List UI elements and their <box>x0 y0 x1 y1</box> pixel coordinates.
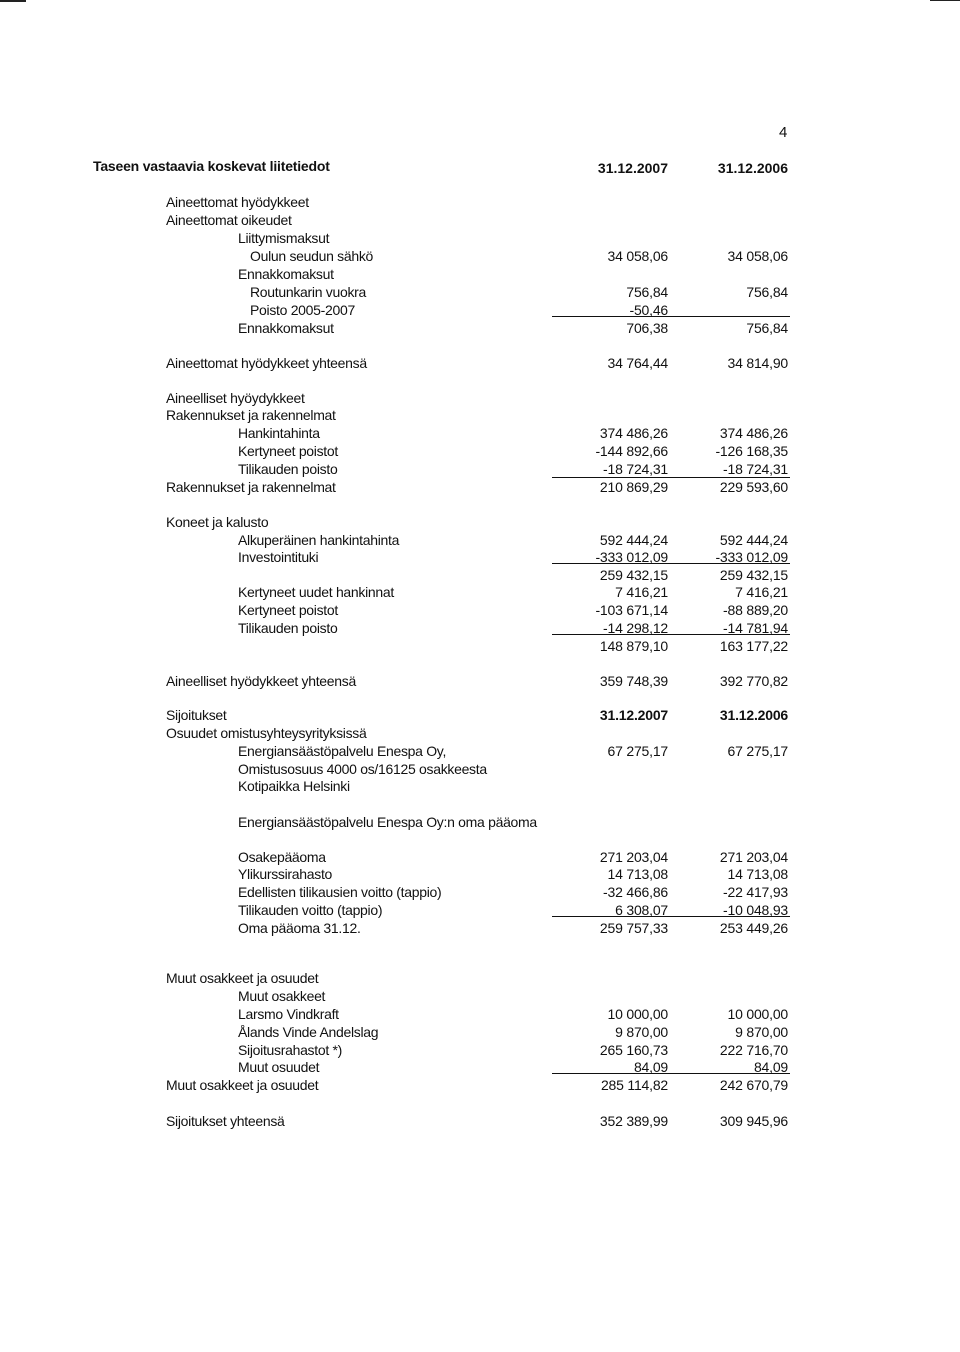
value-2006: 84,09 <box>753 1059 788 1075</box>
row-label: Ennakkomaksut <box>238 266 334 282</box>
table-row <box>0 407 960 425</box>
row-label: Kotipaikka Helsinki <box>238 778 350 794</box>
table-row <box>0 725 960 743</box>
value-2007: -14 298,12 <box>603 620 668 636</box>
table-row <box>0 212 960 230</box>
value-2006: 229 593,60 <box>719 479 788 495</box>
row-label: Omistusosuus 4000 os/16125 osakkeesta <box>238 761 487 777</box>
row-label: Rakennukset ja rakennelmat <box>166 407 336 423</box>
row-label: Aineettomat hyödykkeet <box>166 194 309 210</box>
table-row <box>0 284 960 302</box>
table-row <box>0 778 960 796</box>
table-row <box>0 194 960 212</box>
value-2007: 285 114,82 <box>600 1077 668 1093</box>
value-2007: 34 058,06 <box>607 248 668 264</box>
table-row <box>0 320 960 338</box>
row-label: Muut osuudet <box>238 1059 320 1075</box>
table-row <box>0 1059 960 1077</box>
value-2007: -18 724,31 <box>603 461 668 477</box>
value-2007: 148 879,10 <box>599 638 668 654</box>
row-label: Tilikauden voitto (tappio) <box>238 902 383 918</box>
value-2007: -50,46 <box>629 302 668 318</box>
value-2006: 163 177,22 <box>719 638 788 654</box>
row-label: Rakennukset ja rakennelmat <box>166 479 336 495</box>
table-row <box>0 532 960 550</box>
value-2006: -18 724,31 <box>723 461 788 477</box>
value-2007: 592 444,24 <box>599 532 668 548</box>
table-row <box>0 707 960 725</box>
value-2007: 10 000,00 <box>607 1006 668 1022</box>
table-row <box>0 761 960 779</box>
row-label: Osakepääoma <box>238 849 326 865</box>
row-label: Hankintahinta <box>238 425 320 441</box>
row-label: Ålands Vinde Andelslag <box>238 1024 379 1040</box>
value-2007: 9 870,00 <box>615 1024 668 1040</box>
table-row <box>0 248 960 266</box>
row-label: Aineettomat hyödykkeet yhteensä <box>166 355 367 371</box>
value-2006: 271 203,04 <box>719 849 788 865</box>
table-row <box>0 1006 960 1024</box>
table-row <box>0 584 960 602</box>
value-2007: 67 275,17 <box>607 743 668 759</box>
table-row <box>0 514 960 532</box>
value-2007: 14 713,08 <box>607 866 668 882</box>
table-row <box>0 1042 960 1060</box>
row-label: Tilikauden poisto <box>238 620 338 636</box>
page-number: 4 <box>779 124 788 141</box>
table-row <box>0 920 960 938</box>
row-label: Muut osakkeet <box>238 988 326 1004</box>
value-2006: 592 444,24 <box>719 532 788 548</box>
table-row <box>0 743 960 761</box>
value-2006: 756,84 <box>746 284 788 300</box>
value-2006: 392 770,82 <box>719 673 788 689</box>
table-row <box>0 302 960 320</box>
table-row <box>0 849 960 867</box>
row-label: Liittymismaksut <box>238 230 330 246</box>
table-row <box>0 390 960 408</box>
row-label: Osuudet omistusyhteysyrityksissä <box>166 725 367 741</box>
table-row <box>0 1024 960 1042</box>
table-row <box>0 814 960 832</box>
value-2006: -333 012,09 <box>715 549 788 565</box>
value-2007: 352 389,99 <box>599 1113 668 1129</box>
value-2006: -22 417,93 <box>723 884 788 900</box>
row-label: Oulun seudun sähkö <box>250 248 374 264</box>
row-label: Muut osakkeet ja osuudet <box>166 970 319 986</box>
table-row <box>0 230 960 248</box>
table-row <box>0 355 960 373</box>
value-2007: 34 764,44 <box>607 355 668 371</box>
value-2006: 374 486,26 <box>719 425 788 441</box>
value-2006: 9 870,00 <box>735 1024 788 1040</box>
value-2007: 7 416,21 <box>615 584 668 600</box>
row-label: Ylikurssirahasto <box>238 866 333 882</box>
row-label: Larsmo Vindkraft <box>238 1006 339 1022</box>
row-label: Energiansäästöpalvelu Enespa Oy:n oma pääoma <box>238 814 537 830</box>
value-2006: 242 670,79 <box>719 1077 788 1093</box>
table-row <box>0 988 960 1006</box>
value-2006: 756,84 <box>746 320 788 336</box>
row-label: Kertyneet poistot <box>238 602 338 618</box>
value-2007: 756,84 <box>626 284 668 300</box>
table-row <box>0 567 960 585</box>
row-label: Sijoitusrahastot *) <box>238 1042 343 1058</box>
value-2006: 259 432,15 <box>719 567 788 583</box>
row-label: Kertyneet uudet hankinnat <box>238 584 394 600</box>
column-header-2006: 31.12.2006 <box>717 160 788 176</box>
table-row <box>0 673 960 691</box>
row-label: Aineettomat oikeudet <box>166 212 292 228</box>
table-row <box>0 866 960 884</box>
value-2007: -32 466,86 <box>603 884 668 900</box>
column-header-2007: 31.12.2007 <box>597 160 668 176</box>
table-row <box>0 1113 960 1131</box>
row-label: Aineelliset hyöydykkeet <box>166 390 305 406</box>
table-row <box>0 902 960 920</box>
row-label: Alkuperäinen hankintahinta <box>238 532 400 548</box>
table-row <box>0 884 960 902</box>
value-2006: 7 416,21 <box>735 584 788 600</box>
value-2007: 706,38 <box>626 320 668 336</box>
table-row <box>0 549 960 567</box>
row-label: Energiansäästöpalvelu Enespa Oy, <box>238 743 447 759</box>
row-label: Edellisten tilikausien voitto (tappio) <box>238 884 442 900</box>
value-2007: 31.12.2007 <box>599 707 668 723</box>
value-2007: 359 748,39 <box>599 673 668 689</box>
table-row <box>0 266 960 284</box>
table-row <box>0 461 960 479</box>
value-2006: -14 781,94 <box>723 620 788 636</box>
value-2006: 309 945,96 <box>719 1113 788 1129</box>
value-2006: 10 000,00 <box>727 1006 788 1022</box>
value-2007: 374 486,26 <box>599 425 668 441</box>
value-2006: 67 275,17 <box>727 743 788 759</box>
table-row <box>0 602 960 620</box>
row-label: Sijoitukset yhteensä <box>166 1113 285 1129</box>
table-row <box>0 479 960 497</box>
value-2006: 253 449,26 <box>719 920 788 936</box>
value-2007: 259 432,15 <box>599 567 668 583</box>
value-2006: 34 058,06 <box>727 248 788 264</box>
row-label: Poisto 2005-2007 <box>250 302 355 318</box>
value-2007: -144 892,66 <box>595 443 668 459</box>
value-2007: 271 203,04 <box>599 849 668 865</box>
value-2007: 259 757,33 <box>599 920 668 936</box>
value-2007: 84,09 <box>633 1059 668 1075</box>
row-label: Muut osakkeet ja osuudet <box>166 1077 319 1093</box>
value-2006: 34 814,90 <box>727 355 788 371</box>
value-2006: 14 713,08 <box>727 866 788 882</box>
table-row <box>0 620 960 638</box>
scan-edge-mark <box>0 0 26 2</box>
value-2007: 210 869,29 <box>599 479 668 495</box>
row-label: Ennakkomaksut <box>238 320 334 336</box>
row-label: Sijoitukset <box>166 707 227 723</box>
value-2007: 265 160,73 <box>599 1042 668 1058</box>
scan-edge-mark <box>930 0 960 1</box>
value-2007: 6 308,07 <box>615 902 668 918</box>
value-2006: -88 889,20 <box>723 602 788 618</box>
row-label: Investointituki <box>238 549 319 565</box>
table-row <box>0 638 960 656</box>
value-2006: 222 716,70 <box>719 1042 788 1058</box>
value-2006: -10 048,93 <box>723 902 788 918</box>
table-row <box>0 425 960 443</box>
row-label: Kertyneet poistot <box>238 443 338 459</box>
value-2006: 31.12.2006 <box>719 707 788 723</box>
value-2007: -103 671,14 <box>595 602 668 618</box>
row-label: Aineelliset hyödykkeet yhteensä <box>166 673 356 689</box>
row-label: Routunkarin vuokra <box>250 284 366 300</box>
table-row <box>0 443 960 461</box>
row-label: Oma pääoma 31.12. <box>238 920 361 936</box>
row-label: Tilikauden poisto <box>238 461 338 477</box>
table-row <box>0 970 960 988</box>
table-row <box>0 1077 960 1095</box>
row-label: Koneet ja kalusto <box>166 514 269 530</box>
value-2007: -333 012,09 <box>595 549 668 565</box>
value-2006: -126 168,35 <box>715 443 788 459</box>
document-title: Taseen vastaavia koskevat liitetiedot <box>93 158 330 174</box>
